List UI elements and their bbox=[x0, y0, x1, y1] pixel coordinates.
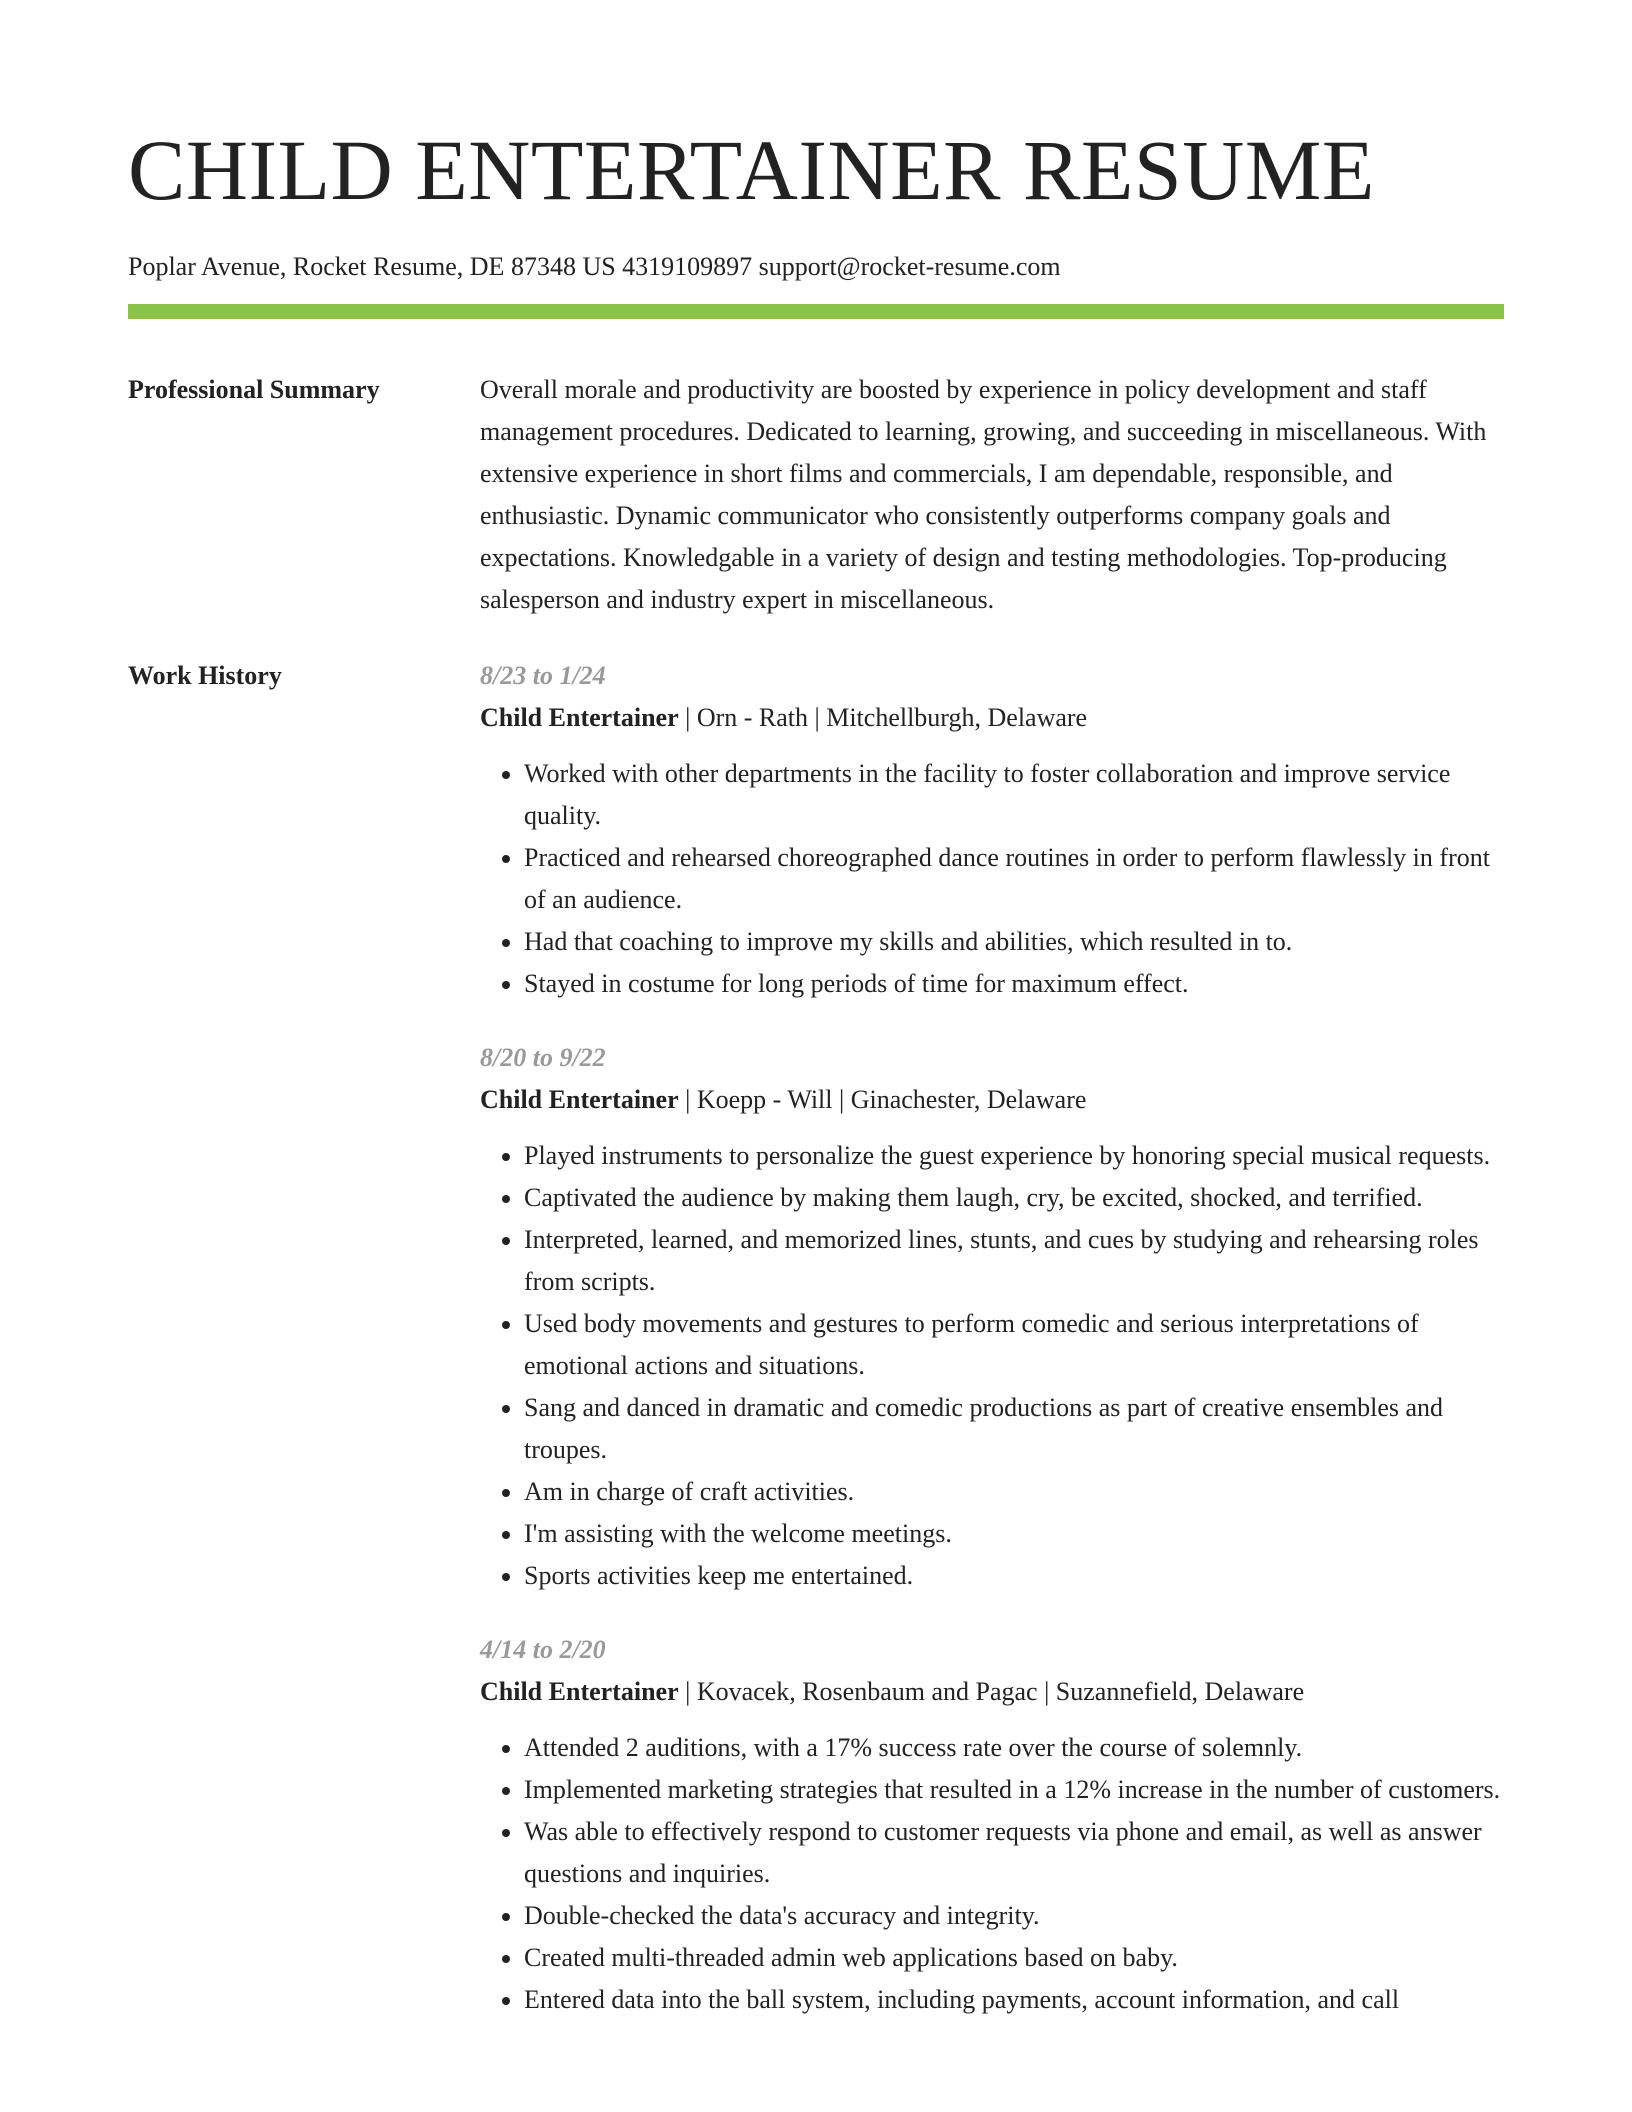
professional-summary-section bbox=[128, 369, 1504, 621]
job-heading bbox=[480, 697, 1504, 739]
job-bullet: • Am in charge of craft activities. bbox=[524, 1471, 1504, 1513]
job-bullet: • Worked with other departments in the facility to foster collaboration and improve service quality. bbox=[524, 753, 1504, 837]
job-bullet: • I'm assisting with the welcome meetings. bbox=[524, 1513, 1504, 1555]
job-bullet-list bbox=[480, 753, 1504, 1005]
job-title: Child Entertainer bbox=[480, 703, 679, 732]
job-title: Child Entertainer bbox=[480, 1085, 679, 1114]
job-entry bbox=[480, 1629, 1504, 2021]
job-entry bbox=[480, 655, 1504, 1005]
job-bullet: • Was able to effectively respond to customer requests via phone and email, as well as answer questions and inquiries. bbox=[524, 1811, 1504, 1895]
job-bullet: • Sang and danced in dramatic and comedic productions as part of creative ensembles and troupes. bbox=[524, 1387, 1504, 1471]
job-bullet-list bbox=[480, 1135, 1504, 1597]
summary-body bbox=[480, 369, 1504, 621]
job-bullet: • Entered data into the ball system, including payments, account information, and call bbox=[524, 1979, 1504, 2021]
job-bullet: • Created multi-threaded admin web applications based on baby. bbox=[524, 1937, 1504, 1979]
job-dates: 8/23 to 1/24 bbox=[480, 661, 606, 690]
job-bullet: • Played instruments to personalize the guest experience by honoring special musical requests. bbox=[524, 1135, 1504, 1177]
job-bullet: • Double-checked the data's accuracy and integrity. bbox=[524, 1895, 1504, 1937]
job-bullet: • Attended 2 auditions, with a 17% success rate over the course of solemnly. bbox=[524, 1727, 1504, 1769]
job-dates: 4/14 to 2/20 bbox=[480, 1635, 606, 1664]
job-bullet: • Captivated the audience by making them laugh, cry, be excited, shocked, and terrified. bbox=[524, 1177, 1504, 1219]
resume-page bbox=[128, 0, 1504, 2053]
job-bullet: • Implemented marketing strategies that resulted in a 12% increase in the number of customers. bbox=[524, 1769, 1504, 1811]
job-bullet: • Stayed in costume for long periods of time for maximum effect. bbox=[524, 963, 1504, 1005]
job-heading bbox=[480, 1671, 1504, 1713]
job-title: Child Entertainer bbox=[480, 1677, 679, 1706]
job-bullet: • Had that coaching to improve my skills and abilities, which resulted in to. bbox=[524, 921, 1504, 963]
job-bullet: • Interpreted, learned, and memorized lines, stunts, and cues by studying and rehearsing roles from scripts. bbox=[524, 1219, 1504, 1303]
job-bullet-list bbox=[480, 1727, 1504, 2021]
work-history-section bbox=[128, 655, 1504, 2053]
resume-title: CHILD ENTERTAINER RESUME bbox=[128, 122, 1375, 218]
job-bullet: • Sports activities keep me entertained. bbox=[524, 1555, 1504, 1597]
job-heading bbox=[480, 1079, 1504, 1121]
contact-line: Poplar Avenue, Rocket Resume, DE 87348 US 4319109897 support@rocket-resume.com bbox=[128, 252, 1061, 281]
job-bullet: • Practiced and rehearsed choreographed dance routines in order to perform flawlessly in front of an audience. bbox=[524, 837, 1504, 921]
section-label-work-history: Work History bbox=[128, 661, 282, 690]
section-label-summary: Professional Summary bbox=[128, 375, 380, 404]
job-dates: 8/20 to 9/22 bbox=[480, 1043, 606, 1072]
job-employer-location: | Kovacek, Rosenbaum and Pagac | Suzannefield, Delaware bbox=[678, 1677, 1305, 1706]
job-employer-location: | Orn - Rath | Mitchellburgh, Delaware bbox=[678, 703, 1088, 732]
job-employer-location: | Koepp - Will | Ginachester, Delaware bbox=[678, 1085, 1087, 1114]
work-history-body bbox=[480, 655, 1504, 2053]
accent-divider bbox=[128, 304, 1504, 319]
job-entry bbox=[480, 1037, 1504, 1597]
summary-text: Overall morale and productivity are boosted by experience in policy development and staff management procedures. Dedicated to learning, growing, and succeeding in miscellaneous. With extensive experience in short films and commercials, I am dependable, responsible, and enthusiastic. Dynamic communicator who consistently outperforms company goals and expectations. Knowledgable in a variety of design and testing methodologies. Top-producing salesperson and industry expert in miscellaneous. bbox=[480, 375, 1487, 614]
job-bullet: • Used body movements and gestures to perform comedic and serious interpretations of emotional actions and situations. bbox=[524, 1303, 1504, 1387]
